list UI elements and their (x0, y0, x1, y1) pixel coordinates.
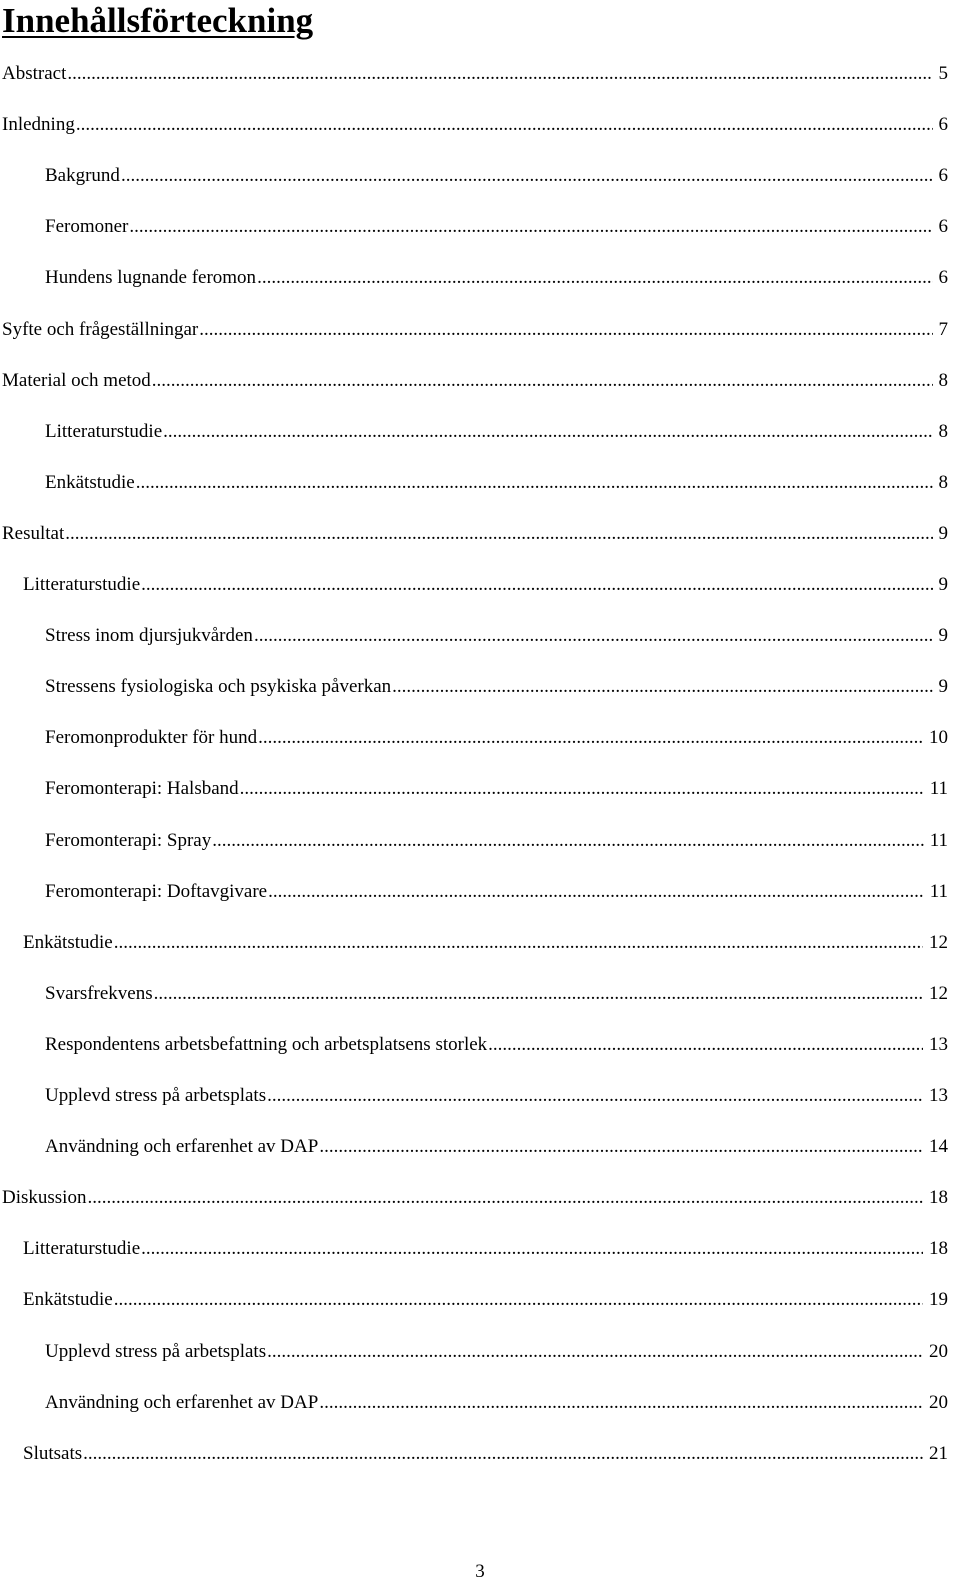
toc-dot-leader (212, 829, 923, 853)
toc-dot-leader (83, 1442, 923, 1466)
toc-entry-label: Användning och erfarenhet av DAP (45, 1136, 319, 1157)
toc-dot-leader (141, 1237, 923, 1261)
toc-entry[interactable] (45, 624, 948, 648)
toc-entry-page: 9 (938, 523, 948, 544)
toc-entry-page: 11 (929, 881, 948, 902)
toc-entry[interactable] (45, 880, 948, 904)
toc-dot-leader (129, 215, 932, 239)
toc-entry-label: Abstract (2, 63, 67, 84)
toc-dot-leader (87, 1186, 923, 1210)
toc-entry[interactable] (45, 982, 948, 1006)
toc-entry-page: 7 (938, 319, 948, 340)
toc-dot-leader (67, 62, 932, 86)
toc-entry-label: Användning och erfarenhet av DAP (45, 1392, 319, 1413)
toc-dot-leader (319, 1135, 923, 1159)
toc-entry-page: 5 (938, 63, 948, 84)
toc-entry-page: 6 (938, 114, 948, 135)
toc-dot-leader (268, 880, 924, 904)
toc-dot-leader (258, 726, 923, 750)
toc-entry[interactable] (2, 369, 948, 393)
toc-entry[interactable] (2, 318, 948, 342)
toc-entry[interactable] (45, 164, 948, 188)
toc-dot-leader (76, 113, 933, 137)
toc-dot-leader (152, 369, 933, 393)
toc-entry-page: 11 (929, 830, 948, 851)
toc-entry-label: Enkätstudie (45, 472, 135, 493)
toc-entry-page: 13 (929, 1085, 948, 1106)
toc-dot-leader (114, 931, 923, 955)
toc-entry-label: Feromonterapi: Doftavgivare (45, 881, 268, 902)
toc-entry-label: Hundens lugnande feromon (45, 267, 257, 288)
toc-entry-label: Svarsfrekvens (45, 983, 153, 1004)
toc-entry-label: Feromonterapi: Spray (45, 830, 212, 851)
toc-entry[interactable] (23, 931, 948, 955)
toc-entry-label: Feromonterapi: Halsband (45, 778, 239, 799)
toc-dot-leader (267, 1340, 923, 1364)
toc-entry-page: 20 (929, 1392, 948, 1413)
toc-entry-label: Inledning (2, 114, 75, 135)
toc-entry-page: 6 (938, 216, 948, 237)
toc-entry-page: 19 (929, 1289, 948, 1310)
toc-entry[interactable] (45, 675, 948, 699)
toc-entry-label: Enkätstudie (23, 1289, 113, 1310)
toc-entry-label: Slutsats (23, 1443, 83, 1464)
toc-dot-leader (267, 1084, 923, 1108)
toc-entry[interactable] (2, 113, 948, 137)
toc-entry-page: 21 (929, 1443, 948, 1464)
toc-entry-page: 11 (929, 778, 948, 799)
toc-entry-page: 9 (938, 676, 948, 697)
toc-entry-page: 20 (929, 1341, 948, 1362)
toc-entry-label: Stressens fysiologiska och psykiska påverkan (45, 676, 392, 697)
toc-entry-label: Bakgrund (45, 165, 120, 186)
toc-entry-label: Syfte och frågeställningar (2, 319, 199, 340)
toc-entry[interactable] (2, 1186, 948, 1210)
toc-entry-label: Litteraturstudie (23, 1238, 141, 1259)
toc-dot-leader (163, 420, 932, 444)
toc-entry-page: 9 (938, 625, 948, 646)
toc-dot-leader (199, 318, 932, 342)
toc-dot-leader (392, 675, 932, 699)
page-number: 3 (475, 1561, 485, 1582)
toc-entry-label: Feromonprodukter för hund (45, 727, 258, 748)
toc-entry[interactable] (23, 1442, 948, 1466)
toc-entry[interactable] (2, 62, 948, 86)
toc-entry-page: 12 (929, 983, 948, 1004)
toc-dot-leader (154, 982, 923, 1006)
toc-entry[interactable] (23, 1288, 948, 1312)
toc-dot-leader (121, 164, 933, 188)
toc-entry-label: Feromoner (45, 216, 129, 237)
toc-dot-leader (141, 573, 932, 597)
toc-dot-leader (240, 777, 924, 801)
toc-entry[interactable] (45, 829, 948, 853)
toc-entry-label: Upplevd stress på arbetsplats (45, 1341, 267, 1362)
toc-entry-page: 6 (938, 165, 948, 186)
toc-entry[interactable] (45, 471, 948, 495)
toc-entry[interactable] (45, 726, 948, 750)
toc-entry-page: 14 (929, 1136, 948, 1157)
toc-entry[interactable] (45, 1033, 948, 1057)
toc-entry-page: 10 (929, 727, 948, 748)
toc-entry-label: Material och metod (2, 370, 151, 391)
toc-entry[interactable] (23, 573, 948, 597)
toc-entry-label: Enkätstudie (23, 932, 113, 953)
toc-entry[interactable] (45, 1084, 948, 1108)
toc-entry-page: 18 (929, 1238, 948, 1259)
toc-entry-page: 12 (929, 932, 948, 953)
toc-dot-leader (65, 522, 932, 546)
toc-entry-page: 8 (938, 472, 948, 493)
toc-entry[interactable] (45, 1135, 948, 1159)
toc-entry-label: Stress inom djursjukvården (45, 625, 253, 646)
toc-entry-label: Diskussion (2, 1187, 87, 1208)
toc-entry[interactable] (2, 522, 948, 546)
toc-entry[interactable] (45, 777, 948, 801)
toc-entry[interactable] (45, 420, 948, 444)
toc-entry-label: Litteraturstudie (23, 574, 141, 595)
toc-entry[interactable] (45, 1340, 948, 1364)
toc-dot-leader (254, 624, 933, 648)
toc-entry[interactable] (45, 1391, 948, 1415)
toc-entry-label: Upplevd stress på arbetsplats (45, 1085, 267, 1106)
toc-entry-page: 9 (938, 574, 948, 595)
toc-entry-page: 8 (938, 370, 948, 391)
toc-entry-page: 13 (929, 1034, 948, 1055)
toc-entry-page: 18 (929, 1187, 948, 1208)
toc-entry[interactable] (45, 266, 948, 290)
toc-entry-page: 6 (938, 267, 948, 288)
toc-dot-leader (257, 266, 932, 290)
toc-entry[interactable] (23, 1237, 948, 1261)
toc-dot-leader (319, 1391, 923, 1415)
toc-entry[interactable] (45, 215, 948, 239)
toc-dot-leader (488, 1033, 923, 1057)
toc-entry-label: Resultat (2, 523, 65, 544)
toc-title: Innehållsförteckning (2, 1, 314, 40)
toc-entry-label: Litteraturstudie (45, 421, 163, 442)
toc-entry-page: 8 (938, 421, 948, 442)
toc-dot-leader (114, 1288, 923, 1312)
toc-dot-leader (136, 471, 933, 495)
toc-entry-label: Respondentens arbetsbefattning och arbetsplatsens storlek (45, 1034, 488, 1055)
